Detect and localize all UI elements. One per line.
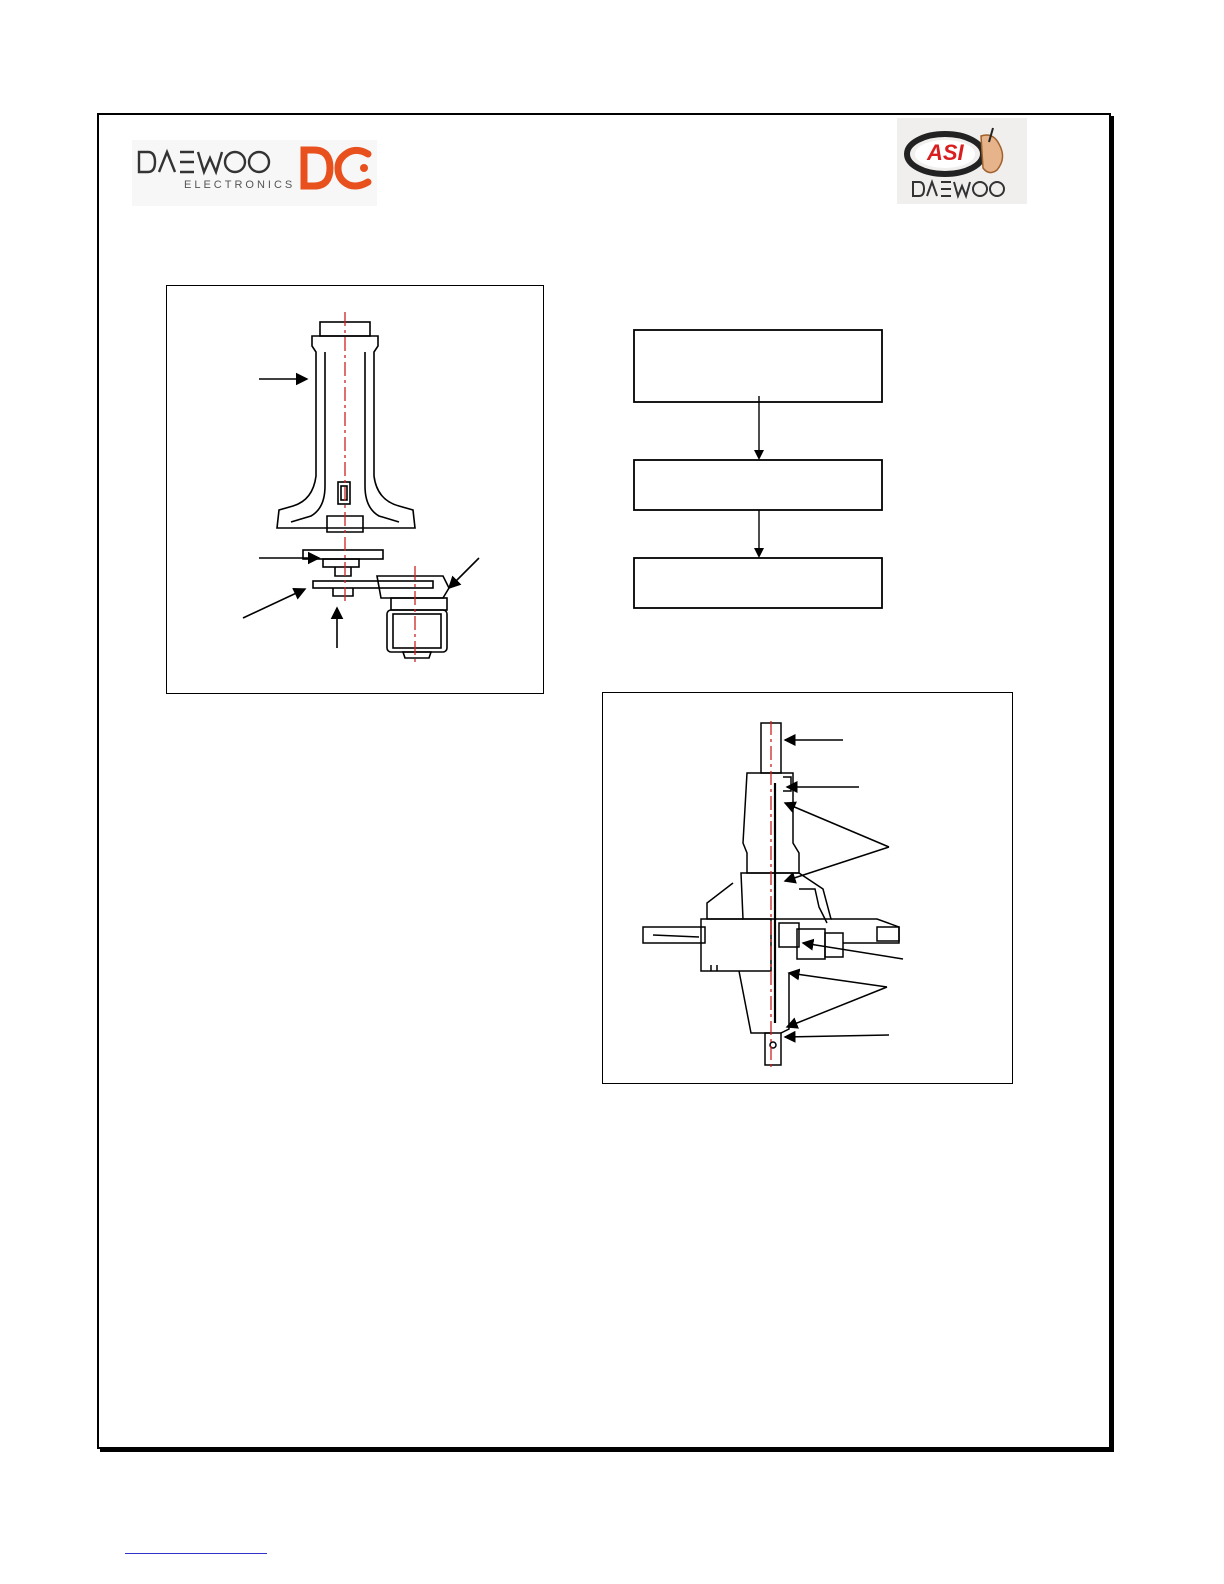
flow-box-2	[634, 460, 882, 510]
asi-daewoo-logo	[897, 118, 1027, 204]
gear-case-section-diagram-icon	[603, 693, 1012, 1083]
daewoo-dc-logo-icon	[132, 140, 377, 206]
svg-text:ASI: ASI	[927, 140, 964, 165]
gear-case-section-figure	[602, 692, 1013, 1084]
svg-text:ELECTRONICS: ELECTRONICS	[184, 179, 296, 191]
asi-daewoo-logo-icon	[897, 118, 1027, 204]
drive-assembly-diagram-icon	[167, 286, 543, 693]
daewoo-electronics-logo	[132, 140, 377, 206]
drive-assembly-figure	[166, 285, 544, 694]
flow-box-1	[634, 330, 882, 402]
flow-chart-icon	[600, 300, 920, 630]
flow-box-3	[634, 558, 882, 608]
flow-chart	[600, 300, 920, 630]
footer-link-underline[interactable]	[125, 1553, 267, 1554]
